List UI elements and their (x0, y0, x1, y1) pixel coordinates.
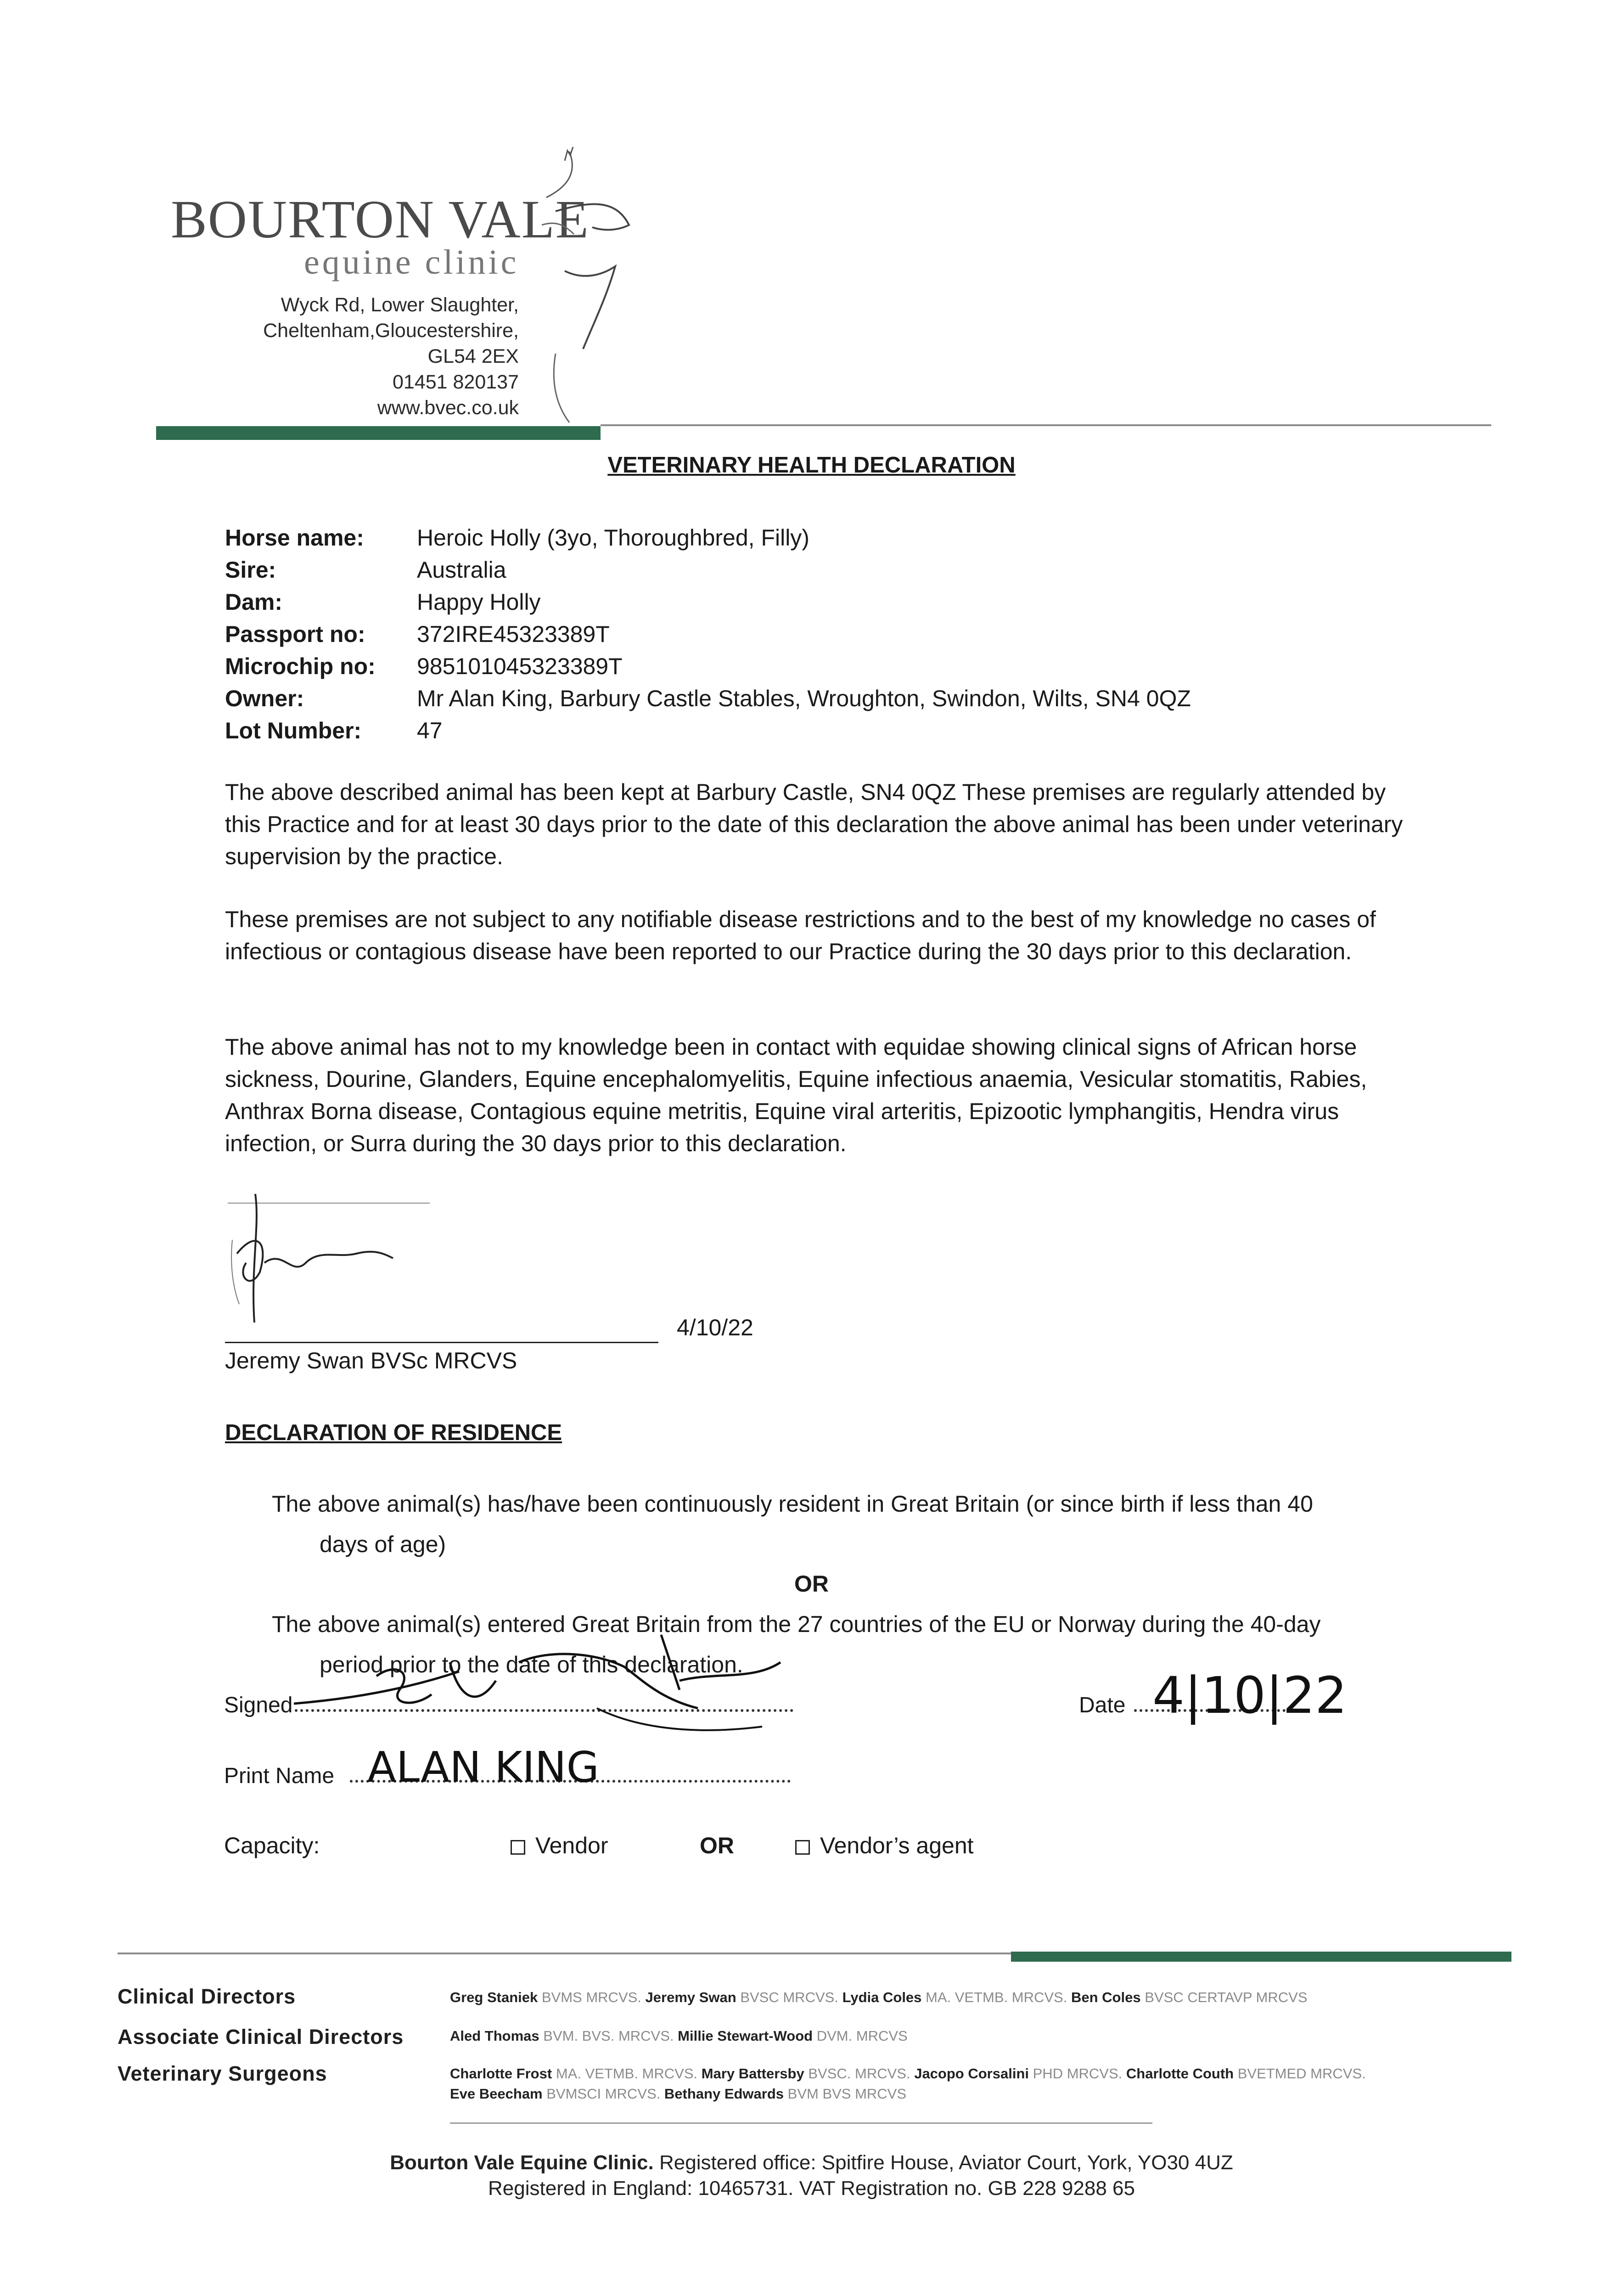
address-line: Wyck Rd, Lower Slaughter, (281, 294, 519, 316)
residence-option-1-cont: days of age) (320, 1531, 446, 1557)
handwritten-name: ALAN KING (367, 1743, 599, 1792)
date-label: Date (1079, 1693, 1126, 1717)
detail-label: Owner: (225, 686, 304, 711)
staff-name: Jacopo Corsalini (914, 2065, 1029, 2082)
capacity-label: Capacity: (224, 1833, 320, 1858)
staff-qualifications: BVSC. MRCVS. (808, 2065, 910, 2082)
capacity-or: OR (700, 1833, 734, 1858)
staff-qualifications: BVMSCI MRCVS. (546, 2086, 661, 2102)
vet-name: Jeremy Swan BVSc MRCVS (225, 1348, 517, 1373)
residence-option-2-cont: period prior to the date of this declaration. (320, 1652, 743, 1677)
veterinary-surgeons-heading: Veterinary Surgeons (118, 2062, 327, 2085)
detail-value: Happy Holly (417, 589, 541, 615)
detail-label: Sire: (225, 557, 276, 583)
vendor-agent-label: Vendor’s agent (820, 1833, 974, 1858)
veterinary-surgeons-list (450, 2064, 1524, 2104)
vendor-agent-checkbox[interactable] (795, 1840, 810, 1855)
handwritten-date: 4|10|22 (1152, 1666, 1348, 1725)
vendor-checkbox[interactable] (511, 1840, 525, 1855)
vendor-option[interactable] (511, 1832, 608, 1859)
website-url: www.bvec.co.uk (377, 397, 519, 419)
clinic-subtitle: equine clinic (304, 243, 519, 281)
associate-directors-heading: Associate Clinical Directors (118, 2025, 404, 2048)
footer-divider-2 (450, 2122, 1152, 2124)
registered-office-address: Registered office: Spitfire House, Aviator Court, York, YO30 4UZ (659, 2151, 1233, 2174)
residence-option-2: The above animal(s) entered Great Britain from the 27 countries of the EU or Norway during the 40-day (272, 1611, 1321, 1637)
footer-divider (118, 1953, 1011, 1954)
detail-label: Lot Number: (225, 718, 362, 743)
staff-name: Eve Beecham (450, 2086, 543, 2102)
residence-or: OR (794, 1571, 829, 1597)
clinic-name: BOURTON VALE (171, 189, 590, 249)
staff-qualifications: MA. VETMB. MRCVS. (556, 2065, 698, 2082)
staff-qualifications: BVSC MRCVS. (740, 1989, 838, 2005)
paragraph-restrictions: These premises are not subject to any notifiable disease restrictions and to the best of my knowledge no cases of infectious or contagious disease have been reported to our Practice during the 30 days prior to this declaration. (225, 906, 1376, 964)
staff-qualifications: DVM. MRCVS (816, 2028, 908, 2044)
address-line: Cheltenham,Gloucestershire, (263, 320, 519, 342)
address-line: GL54 2EX (427, 345, 519, 367)
residence-option-1: The above animal(s) has/have been continuously resident in Great Britain (or since birth if less than 40 (272, 1491, 1313, 1517)
staff-name: Jeremy Swan (645, 1989, 736, 2005)
registration-numbers: Registered in England: 10465731. VAT Registration no. GB 228 9288 65 (488, 2177, 1135, 2200)
staff-name: Greg Staniek (450, 1989, 538, 2005)
phone-number: 01451 820137 (392, 371, 519, 393)
staff-qualifications: BVM. BVS. MRCVS. (543, 2028, 674, 2044)
paragraph-premises: The above described animal has been kept at Barbury Castle, SN4 0QZ These premises are regularly attended by this Practice and for at least 30 days prior to the date of this declaration the above animal has been under veterinary supervision by the practice. (225, 779, 1403, 869)
detail-value: 47 (417, 718, 443, 743)
vendor-label: Vendor (535, 1833, 608, 1858)
staff-name: Charlotte Couth (1126, 2065, 1234, 2082)
staff-qualifications: BVETMED MRCVS. (1237, 2065, 1366, 2082)
document-title: VETERINARY HEALTH DECLARATION (607, 453, 1016, 478)
clinical-directors-list (450, 1987, 1524, 2008)
staff-name: Lydia Coles (842, 1989, 922, 2005)
staff-qualifications: BVSC CERTAVP MRCVS (1145, 1989, 1308, 2005)
signed-label: Signed (224, 1693, 293, 1717)
paragraph-contact: The above animal has not to my knowledge been in contact with equidae showing clinical signs of African horse sickness, Dourine, Glanders, Equine encephalomyelitis, Equine infectious anaemia, Vesicular stomatitis, Rabies, Anthrax Borna disease, Contagious equine metritis, Equine viral arteritis, Epizootic lymphangitis, Hendra virus infection, or Surra during the 30 days prior to this declaration. (225, 1034, 1367, 1156)
staff-name: Charlotte Frost (450, 2065, 552, 2082)
detail-value: 372IRE45323389T (417, 621, 610, 647)
staff-name: Ben Coles (1071, 1989, 1141, 2005)
detail-value: Heroic Holly (3yo, Thoroughbred, Filly) (417, 525, 809, 551)
detail-label: Dam: (225, 589, 283, 615)
footer-green-bar (1011, 1952, 1511, 1962)
staff-name: Millie Stewart-Wood (678, 2028, 813, 2044)
residence-title: DECLARATION OF RESIDENCE (225, 1420, 562, 1445)
detail-value: 985101045323389T (417, 653, 623, 679)
staff-qualifications: BVM BVS MRCVS (787, 2086, 907, 2102)
company-name: Bourton Vale Equine Clinic. (390, 2151, 654, 2174)
detail-label: Passport no: (225, 621, 365, 647)
vet-signature-date: 4/10/22 (677, 1315, 753, 1340)
detail-value: Australia (417, 557, 506, 583)
vendor-agent-option[interactable] (795, 1832, 974, 1859)
detail-value: Mr Alan King, Barbury Castle Stables, Wroughton, Swindon, Wilts, SN4 0QZ (417, 686, 1191, 711)
staff-qualifications: BVMS MRCVS. (541, 1989, 641, 2005)
staff-name: Mary Battersby (701, 2065, 804, 2082)
associate-directors-list (450, 2026, 1524, 2046)
detail-label: Horse name: (225, 525, 364, 551)
detail-label: Microchip no: (225, 653, 376, 679)
staff-qualifications: MA. VETMB. MRCVS. (926, 1989, 1067, 2005)
staff-name: Bethany Edwards (664, 2086, 784, 2102)
clinical-directors-heading: Clinical Directors (118, 1985, 296, 2008)
staff-name: Aled Thomas (450, 2028, 539, 2044)
staff-qualifications: PHD MRCVS. (1033, 2065, 1123, 2082)
registered-office (0, 2150, 1623, 2176)
print-name-label: Print Name (224, 1764, 335, 1788)
